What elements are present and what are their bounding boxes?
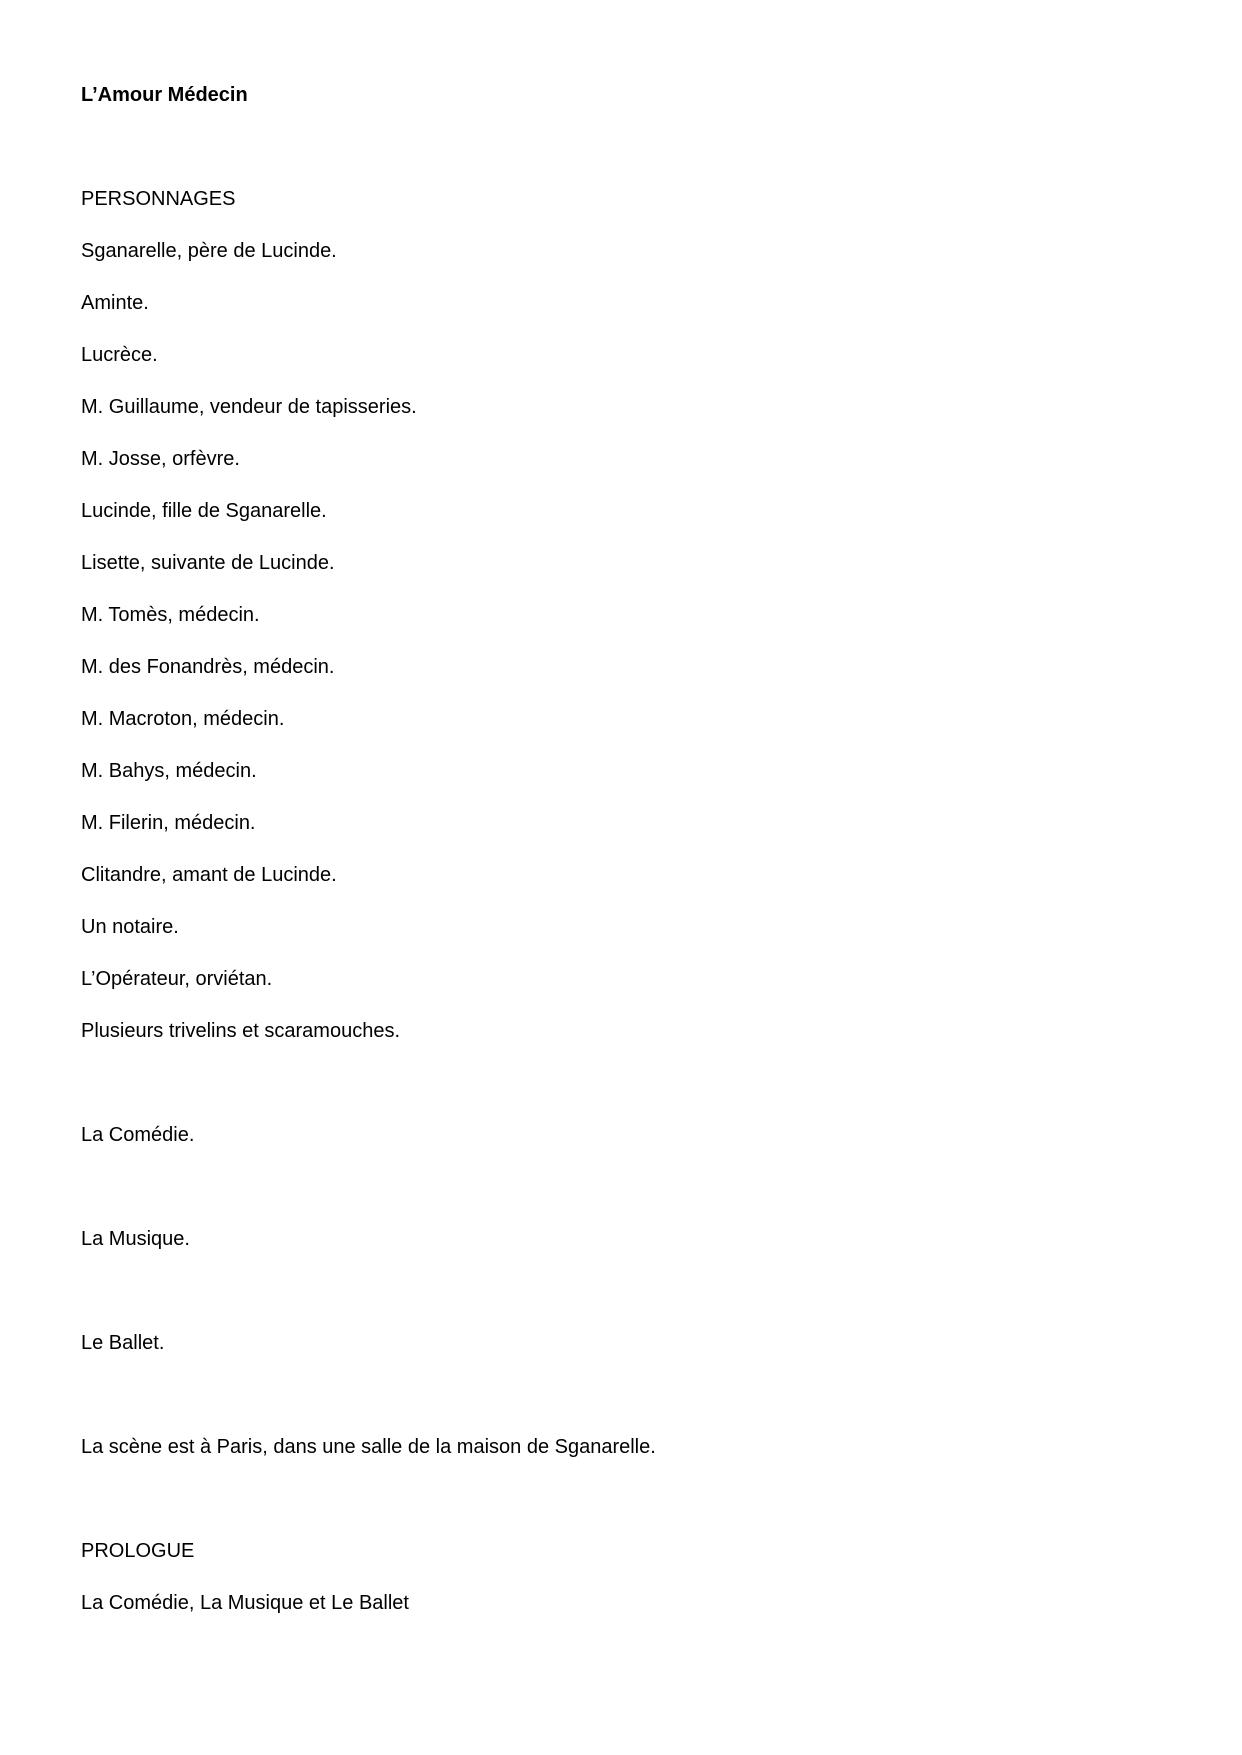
character-line: Aminte. xyxy=(81,292,149,314)
character-line: Lucrèce. xyxy=(81,344,158,366)
character-line: M. Guillaume, vendeur de tapisseries. xyxy=(81,396,417,418)
prologue-heading: PROLOGUE xyxy=(81,1540,195,1562)
allegorical-line: La Comédie. xyxy=(81,1124,195,1146)
allegorical-line: La Musique. xyxy=(81,1228,190,1250)
character-line: L’Opérateur, orviétan. xyxy=(81,968,273,990)
document-title: L’Amour Médecin xyxy=(81,84,248,106)
prologue-characters: La Comédie, La Musique et Le Ballet xyxy=(81,1592,409,1614)
character-line: Lisette, suivante de Lucinde. xyxy=(81,552,335,574)
character-line: M. Bahys, médecin. xyxy=(81,760,257,782)
character-line: M. Filerin, médecin. xyxy=(81,812,256,834)
character-line: Plusieurs trivelins et scaramouches. xyxy=(81,1020,401,1042)
character-line: Clitandre, amant de Lucinde. xyxy=(81,864,337,886)
character-line: M. Tomès, médecin. xyxy=(81,604,260,626)
character-line: Lucinde, fille de Sganarelle. xyxy=(81,500,327,522)
allegorical-line: Le Ballet. xyxy=(81,1332,165,1354)
character-line: M. Josse, orfèvre. xyxy=(81,448,240,470)
character-line: Un notaire. xyxy=(81,916,179,938)
character-line: M. Macroton, médecin. xyxy=(81,708,285,730)
character-line: M. des Fonandrès, médecin. xyxy=(81,656,335,678)
cast-heading: PERSONNAGES xyxy=(81,188,236,210)
character-line: Sganarelle, père de Lucinde. xyxy=(81,240,337,262)
setting-line: La scène est à Paris, dans une salle de la maison de Sganarelle. xyxy=(81,1436,656,1458)
